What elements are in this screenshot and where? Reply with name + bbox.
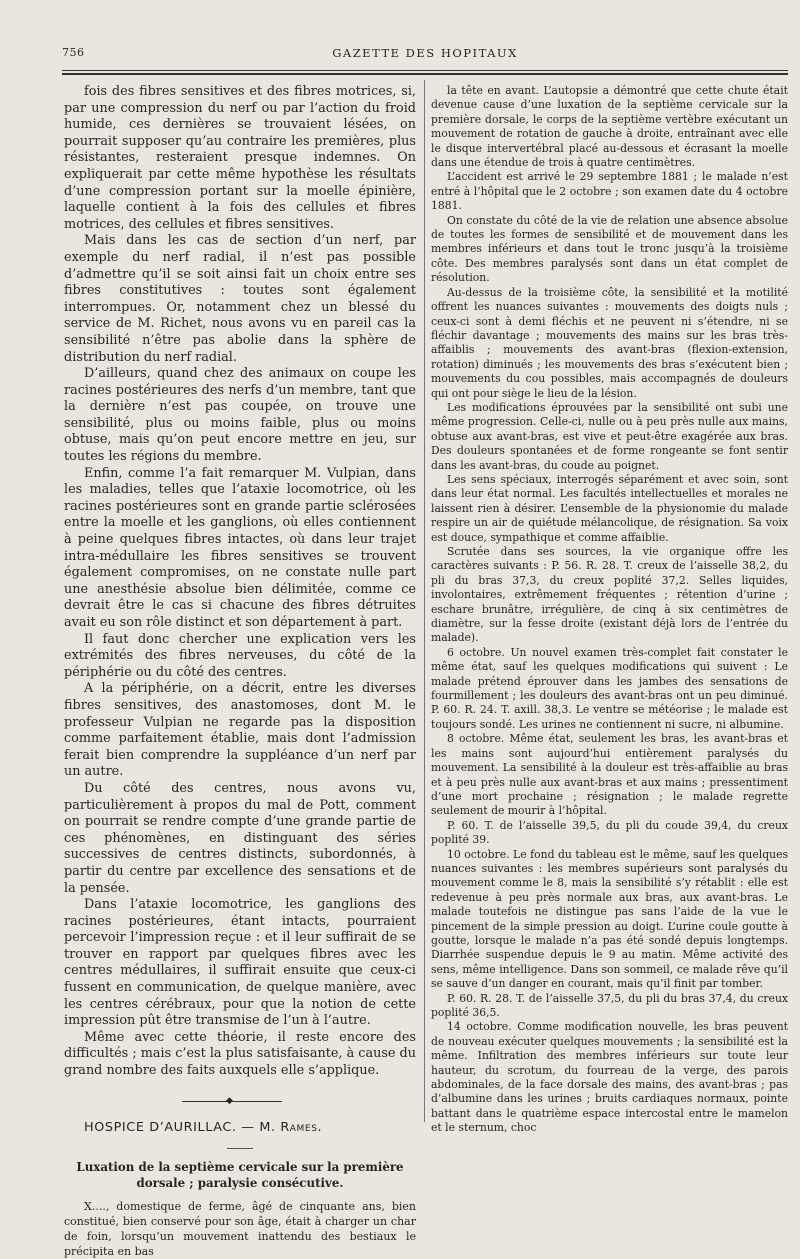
case-title: Luxation de la septième cervicale sur la première dorsale ; paralysie consécutive. (76, 1160, 404, 1191)
paragraph: A la périphérie, on a décrit, entre les diverses fibres sensitives, des anastomoses, dont M. le professeur Vulpian ne regarde pas la disposition comme parfaitement établie, mais dont l’admission ferait bien comprendre la suppléance d’un nerf par un autre. (64, 681, 416, 780)
header-rule-thin (62, 70, 788, 71)
paragraph: la tête en avant. L’autopsie a démontré que cette chute était devenue cause d’une luxation de la septième cervicale sur la première dorsale, le corps de la septième vertèbre exécutant un mouvement de rotation de gauche à droite, entraînant avec elle le disque intervertébral placé au-dessous et écrasant la moelle dans une étendue de trois à quatre centimètres. (431, 84, 788, 170)
paragraph: P. 60. T. de l’aisselle 39,5, du pli du coude 39,4, du creux poplité 39. (431, 818, 788, 847)
page-header (62, 46, 788, 68)
short-rule (227, 1148, 253, 1149)
paragraph: Du côté des centres, nous avons vu, particulièrement à propos du mal de Pott, comment on pourrait se rendre compte d’une grande partie de ces phénomènes, en distinguant des séries successives de centres distincts, subordonnés, à partir du centre par excellence des sensations et de la pensée. (64, 780, 416, 896)
section-separator (64, 1088, 416, 1116)
separator-ornament: ◆ (226, 1095, 233, 1106)
paragraph: Scrutée dans ses sources, la vie organique offre les caractères suivants : P. 56. R. 28. T. creux de l’aisselle 38,2, du pli du bras 37,3, du creux poplité 37,2. Selles liquides, involontaires, extrêmement fréquentes ; rétention d’urine ; eschare brunâtre, irrégulière, de cinq à six centimètres de diamètre, sur la fesse droite (existant déjà lors de l’entrée du malade). (431, 545, 788, 645)
section-title (64, 1116, 416, 1137)
right-column (431, 84, 788, 1136)
paragraph: 14 octobre. Comme modification nouvelle, les bras peuvent de nouveau exécuter quelques mouvements ; la sensibilité est la même. Infiltration des membres inférieurs sur toute leur hauteur, du scrotum, du fourreau de la verge, des parois abdominales, de la face dorsale des mains, des avant-bras ; pas d’albumine dans les urines ; bruits cardiaques normaux, pointe battant dans le quatrième espace intercostal entre le mamelon et le sternum, choc (431, 1020, 788, 1135)
header-rule-thick (62, 73, 788, 75)
paragraph: P. 60. R. 28. T. de l’aisselle 37,5, du pli du bras 37,4, du creux poplité 36,5. (431, 991, 788, 1019)
paragraph: Il faut donc chercher une explication vers les extrémités des fibres nerveuses, du côté de la périphérie ou du côté des centres. (64, 631, 416, 680)
section-author: Rames. (280, 1119, 323, 1135)
paragraph: Les modifications éprouvées par la sensibilité ont subi une même progression. Celle-ci, nulle ou à peu près nulle aux mains, obtuse aux avant-bras, est vive et peut-être exagérée aux bras. Des douleurs spontanées et de forme rongeante se font sentir dans les avant-bras, du coude au poignet. (431, 400, 788, 472)
paragraph: 6 octobre. Un nouvel examen très-complet fait constater le même état, sauf les quelques modifications qui suivent : Le malade prétend éprouver dans les jambes des sensations de fourmillement ; les douleurs des avant-bras ont un peu diminué. P. 60. R. 24. T. axill. 38,3. Le ventre se météorise ; le malade est toujours sondé. Les urines ne contiennent ni sucre, ni albumine. (431, 645, 788, 731)
section-title-text: HOSPICE D’AURILLAC. — M. (84, 1119, 281, 1135)
page-number: 756 (62, 46, 85, 59)
left-column (64, 84, 416, 1259)
paragraph: D’ailleurs, quand chez des animaux on coupe les racines postérieures des nerfs d’un membre, tant que la dernière n’est pas coupée, on trouve une sensibilité, plus ou moins faible, plus ou moins obtuse, mais qu’on peut encore mettre en jeu, sur toutes les régions du membre. (64, 366, 416, 465)
case-intro: X...., domestique de ferme, âgé de cinquante ans, bien constitué, bien conservé pour son âge, était à charger un char de foin, lorsqu’un mouvement inattendu des bestiaux le précipita en bas (64, 1200, 416, 1259)
paragraph: Dans l’ataxie locomotrice, les ganglions des racines postérieures, étant intacts, pourraient percevoir l’impression reçue : et il leur suffirait de se trouver en rapport par quelques fibres avec les centres médullaires, il suffirait ensuite que ceux-ci fussent en communication, de quelque manière, avec les centres cérébraux, pour que la notion de cette impression pût être transmise de l’un à l’autre. (64, 897, 416, 1029)
paragraph: Mais dans les cas de section d’un nerf, par exemple du nerf radial, il n’est pas possible d’admettre qu’il se soit ainsi fait un choix entre ses fibres constitutives : toutes sont également interrompues. Or, notamment chez un blessé du service de M. Richet, nous avons vu en pareil cas la sensibilité n’être pas abolie dans la sphère de distribution du nerf radial. (64, 233, 416, 365)
journal-title: GAZETTE DES HOPITAUX (332, 46, 518, 60)
paragraph: Les sens spéciaux, interrogés séparément et avec soin, sont dans leur état normal. Les facultés intellectuelles et morales ne laissent rien à désirer. L’ensemble de la physionomie du malade respire un air de quiétude mélancolique, de résignation. Sa voix est douce, sympathique et comme affaiblie. (431, 472, 788, 544)
paragraph: 8 octobre. Même état, seulement les bras, les avant-bras et les mains sont aujourd’hui entièrement paralysés du mouvement. La sensibilité à la douleur est très-affaiblie au bras et à peu près nulle aux avant-bras et aux mains ; pressentiment d’une mort prochaine ; résignation ; le malade regrette seulement de mourir à l’hôpital. (431, 732, 788, 818)
paragraph: Au-dessus de la troisième côte, la sensibilité et la motilité offrent les nuances suivantes : mouvements des doigts nuls ; ceux-ci sont à demi fléchis et ne peuvent ni s’étendre, ni se fléchir davantage ; mouvements des mains sur les bras très-affaiblis ; mouvements des avant-bras (flexion-extension, rotation) diminués ; les mouvements des bras s’exécutent bien ; mouvements du cou possibles, mais accompagnés de douleurs qui ont pour siège le lieu de la lésion. (431, 285, 788, 400)
paragraph: On constate du côté de la vie de relation une absence absolue de toutes les formes de sensibilité et de mouvement dans les membres inférieurs et dans tout le tronc jusqu’à la troisième côte. Des membres paralysés sont dans un état complet de résolution. (431, 213, 788, 285)
paragraph: 10 octobre. Le fond du tableau est le même, sauf les quelques nuances suivantes : les membres supérieurs sont paralysés du mouvement comme le 8, mais la sensibilité s’y rétablit : elle est redevenue à peu près normale aux bras, aux avant-bras. Le malade toutefois ne distingue pas sans l’aide de la vue le pincement de la simple pression au doigt. L’urine coule goutte à goutte, lorsque le malade n’a pas été sondé depuis longtemps. Diarrhée suspendue depuis le 9 au matin. Même activité des sens, même intelligence. Dans son sommeil, ce malade rêve qu’il se sauve d’un danger en courant, mais qu’il finit par tomber. (431, 847, 788, 991)
paragraph: L’accident est arrivé le 29 septembre 1881 ; le malade n’est entré à l’hôpital que le 2 octobre ; son examen date du 4 octobre 1881. (431, 170, 788, 213)
paragraph: Même avec cette théorie, il reste encore des difficultés ; mais c’est la plus satisfaisante, à cause du grand nombre des faits auxquels elle s’applique. (64, 1029, 416, 1079)
paragraph: fois des fibres sensitives et des fibres motrices, si, par une compression du nerf ou par l’action du froid humide, ces dernières se trouvaient lésées, on pourrait supposer qu’au contraire les premières, plus résistantes, resteraient presque indemnes. On expliquerait par cette même hypothèse les résultats d’une compression portant sur la moelle épinière, laquelle contient à la fois des cellules et fibres motrices, des cellules et fibres sensitives. (64, 84, 416, 232)
paragraph: Enfin, comme l’a fait remarquer M. Vulpian, dans les maladies, telles que l’ataxie locomotrice, où les racines postérieures sont en grande partie sclérosées entre la moelle et les ganglions, où elles contiennent à peine quelques fibres intactes, où dans leur trajet intra-médullaire les fibres sensitives se trouvent également compromises, on ne constate nulle part une anesthésie absolue bien délimitée, comme ce devrait être le cas si chacune des fibres détruites avait eu son rôle distinct et son département à part. (64, 465, 416, 630)
column-divider (424, 80, 425, 1122)
